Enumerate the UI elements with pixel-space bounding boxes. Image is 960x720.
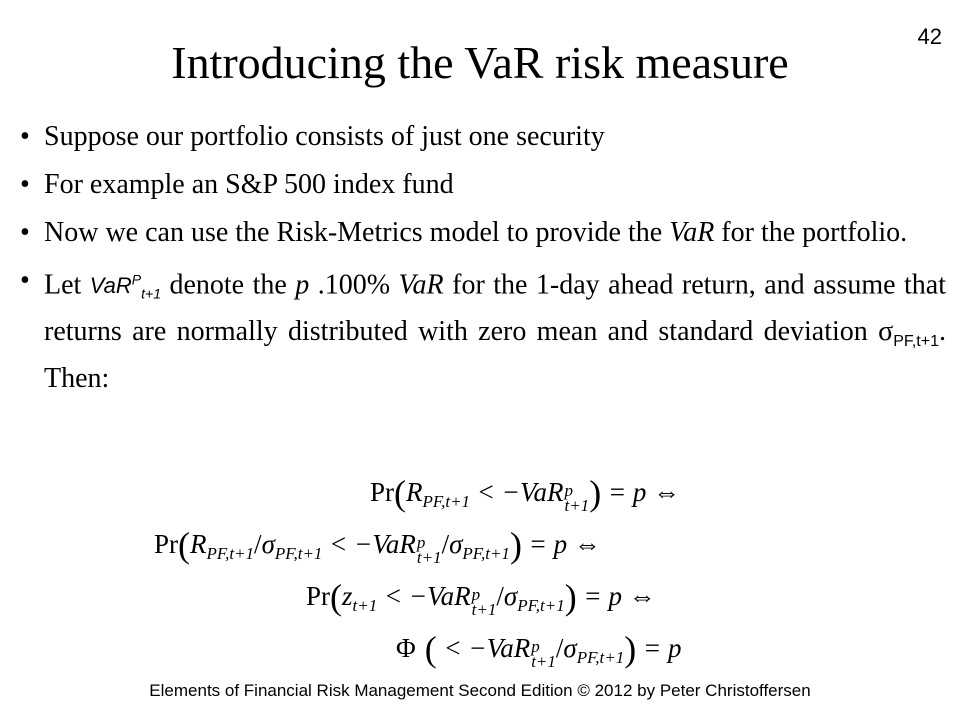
eq-negvar: < −VaR [322, 529, 416, 559]
bullet-dot: • [20, 169, 30, 200]
eq-pr: Pr [370, 477, 395, 507]
eq-sub-t: t+1 [471, 600, 497, 619]
eq-subscript: PF,t+1 [462, 544, 510, 563]
eq-z: z [342, 581, 353, 611]
var-symbol [89, 272, 161, 302]
sigma-subscript: PF,t+1 [893, 332, 939, 350]
eq-negvar: < −VaR [470, 477, 564, 507]
eq-negvar: < −VaR [436, 633, 531, 663]
bullet-text: Let [44, 269, 90, 301]
eq-equals-p: = p [601, 477, 647, 507]
bullet-text: .100% [309, 269, 399, 301]
eq-equals-p: = p [576, 581, 622, 611]
eq-sup-p: p [564, 481, 573, 500]
eq-phi: Φ [396, 633, 416, 663]
slide-title: Introducing the VaR risk measure [171, 37, 789, 88]
eq-subscript: PF,t+1 [517, 596, 565, 615]
eq-paren-open: ( [178, 525, 191, 565]
bullet-dot: • [20, 217, 30, 248]
eq-subscript: PF,t+1 [206, 544, 255, 563]
eq-sigma: σ [503, 581, 518, 611]
eq-sup-p: p [416, 533, 426, 552]
eq-slash: / [254, 529, 262, 559]
eq-sup-p: p [531, 637, 540, 656]
eq-sigma: σ [563, 633, 577, 663]
sigma-symbol: σ [878, 315, 894, 347]
bullet-text: Suppose our portfolio consists of just one security [44, 121, 605, 152]
eq-sigma: σ [261, 529, 275, 559]
equation-1 [370, 472, 680, 514]
eq-supsub [417, 535, 442, 565]
eq-pr: Pr [154, 529, 179, 559]
bullet-text: Now we can use the Risk-Metrics model to provide the [44, 217, 670, 248]
eq-iff: ⇔ [567, 529, 601, 559]
page-number: 42 [917, 24, 942, 49]
bullet-text: For example an S&P 500 index fund [44, 169, 454, 200]
bullet-item [20, 214, 946, 251]
eq-subscript: PF,t+1 [274, 544, 323, 563]
eq-iff: ⇔ [621, 581, 656, 611]
eq-supsub [531, 639, 556, 669]
bullet-list [20, 118, 946, 408]
eq-iff: ⇔ [646, 477, 681, 507]
bullet-dot: • [20, 265, 30, 296]
eq-R: R [190, 529, 207, 559]
bullet-item [20, 166, 946, 203]
equation-2 [154, 524, 601, 566]
bullet-dot: • [20, 121, 30, 152]
eq-paren-close: ) [564, 577, 577, 617]
eq-sub-t: t+1 [416, 548, 442, 567]
eq-sigma: σ [449, 529, 463, 559]
var-symbol-sub: t+1 [141, 285, 161, 302]
var-term: VaR [398, 269, 444, 301]
p-term: p [295, 269, 310, 301]
equation-4 [396, 628, 682, 670]
eq-paren-open: ( [394, 473, 407, 513]
eq-subscript: PF,t+1 [422, 492, 471, 511]
bullet-text: denote the [160, 269, 296, 301]
bullet-text: for the 1-day ahead return, and assume that returns are normally distributed with zero mean and standard deviation [44, 269, 947, 347]
equation-3 [306, 576, 656, 618]
eq-R: R [406, 477, 423, 507]
slide-footer: Elements of Financial Risk Management Second Edition © 2012 by Peter Christoffersen [149, 681, 811, 700]
eq-paren-close: ) [589, 473, 602, 513]
eq-slash: / [496, 581, 504, 611]
eq-negvar: < −VaR [377, 581, 471, 611]
eq-paren-close: ) [509, 525, 522, 565]
var-symbol-sup: P [131, 272, 142, 288]
bullet-item [20, 262, 946, 397]
eq-sup-p: p [471, 585, 481, 604]
eq-subscript: t+1 [352, 596, 378, 615]
eq-equals-p: = p [636, 633, 682, 663]
eq-sub-t: t+1 [564, 496, 590, 515]
eq-paren-open: ( [415, 629, 437, 669]
eq-slash: / [555, 633, 564, 663]
eq-equals-p: = p [521, 529, 568, 559]
bullet-item [20, 118, 946, 155]
var-term: VaR [669, 217, 715, 248]
eq-subscript: PF,t+1 [576, 648, 625, 667]
eq-supsub [564, 483, 589, 513]
eq-sub-t: t+1 [531, 652, 556, 671]
eq-paren-close: ) [624, 629, 637, 669]
eq-supsub [472, 587, 497, 617]
eq-slash: / [441, 529, 450, 559]
eq-paren-open: ( [330, 577, 343, 617]
var-symbol-base: VaR [89, 273, 132, 299]
bullet-text: for the portfolio. [714, 217, 908, 248]
bullet-text: . Then: [44, 315, 946, 394]
eq-pr: Pr [306, 581, 331, 611]
